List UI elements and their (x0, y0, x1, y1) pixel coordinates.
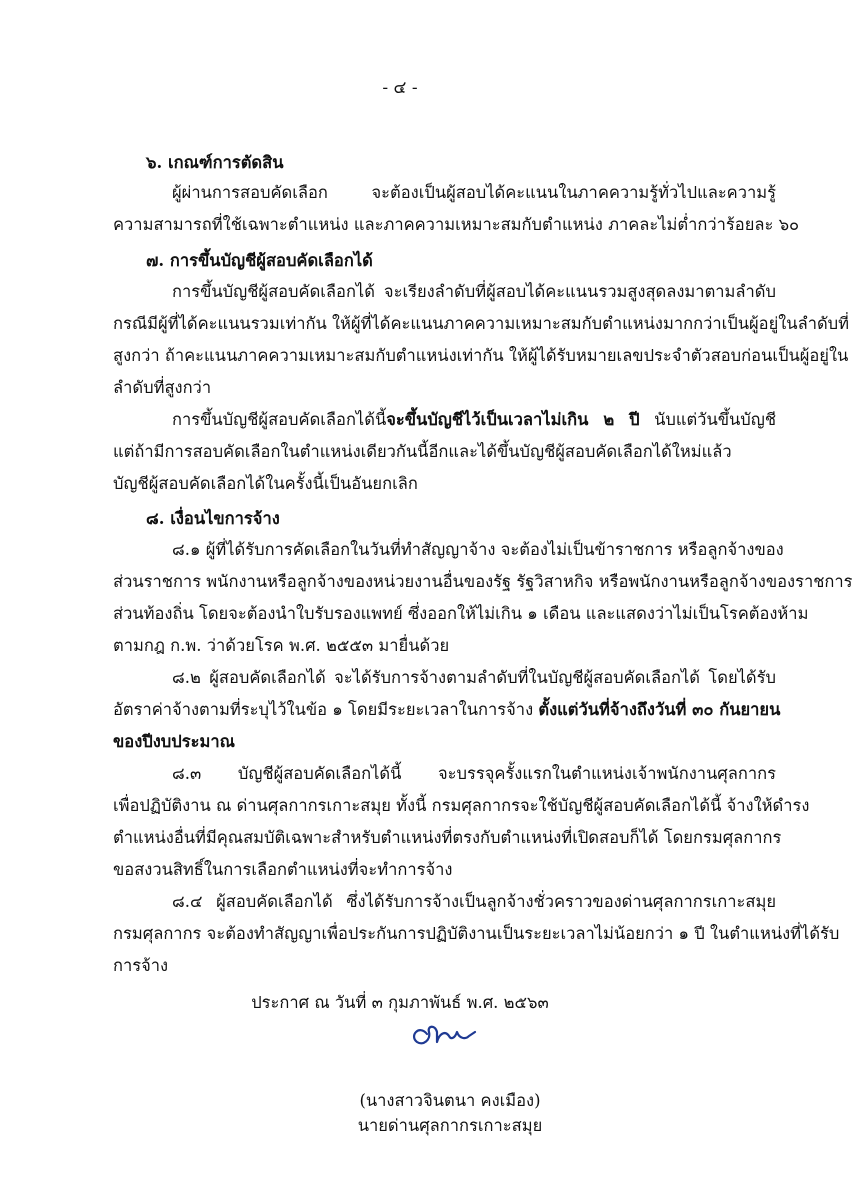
section-8-2-line-3: ของปีงบประมาณ (113, 732, 235, 751)
section-7-p1-line-4: ลำดับที่สูงกว่า (113, 378, 212, 397)
section-8-4-line-3: การจ้าง (113, 956, 169, 975)
section-8-1-line-3: ส่วนท้องถิ่น โดยจะต้องนำใบรับรองแพทย์ ซึ่งออกให้ไม่เกิน ๑ เดือน และแสดงว่าไม่เป็นโรคต้องห้าม (113, 604, 809, 623)
section-6-title: ๖. เกณฑ์การตัดสิน (146, 153, 284, 172)
section-8-3-line-1: ๘.๓ บัญชีผู้สอบคัดเลือกได้นี้ จะบรรจุครั้งแรกในตำแหน่งเจ้าพนักงานศุลกากร (172, 764, 776, 783)
section-7-title: ๗. การขึ้นบัญชีผู้สอบคัดเลือกได้ (146, 251, 373, 270)
section-7-p2-text-a: การขึ้นบัญชีผู้สอบคัดเลือกได้นี้ (172, 410, 387, 429)
section-8-2-bold-period: ตั้งแต่วันที่จ้างถึงวันที่ ๓๐ กันยายน (538, 700, 781, 719)
section-8-1-line-2: ส่วนราชการ พนักงานหรือลูกจ้างของหน่วยงานอื่นของรัฐ รัฐวิสาหกิจ หรือพนักงานหรือลูกจ้างของราชการ (113, 572, 853, 591)
section-7-p2-line-1 (172, 409, 776, 431)
announcement-date: ประกาศ ณ วันที่ ๓ กุมภาพันธ์ พ.ศ. ๒๕๖๓ (251, 993, 549, 1012)
section-8-2-line-1: ๘.๒ ผู้สอบคัดเลือกได้ จะได้รับการจ้างตามลำดับที่ในบัญชีผู้สอบคัดเลือกได้ โดยได้รับ (172, 668, 776, 687)
section-8-4-line-1: ๘.๔ ผู้สอบคัดเลือกได้ ซึ่งได้รับการจ้างเป็นลูกจ้างชั่วคราวของด่านศุลกากรเกาะสมุย (172, 892, 776, 911)
signer-name: (นางสาวจินตนา คงเมือง) (359, 1091, 541, 1110)
section-8-3-line-2: เพื่อปฏิบัติงาน ณ ด่านศุลกากรเกาะสมุย ทั้งนี้ กรมศุลกากรจะใช้บัญชีผู้สอบคัดเลือกได้นี้ จ้างให้ดำรง (113, 796, 810, 815)
section-8-3-line-4: ขอสงวนสิทธิ์ในการเลือกตำแหน่งที่จะทำการจ้าง (113, 860, 453, 879)
section-7-p1-line-3: สูงกว่า ถ้าคะแนนภาคความเหมาะสมกับตำแหน่งเท่ากัน ให้ผู้ได้รับหมายเลขประจำตัวสอบก่อนเป็นผู้อยู่ใน (113, 346, 849, 365)
section-8-3-line-3: ตำแหน่งอื่นที่มีคุณสมบัติเฉพาะสำหรับตำแหน่งที่ตรงกับตำแหน่งที่เปิดสอบก็ได้ โดยกรมศุลกากร (113, 828, 782, 847)
signer-title: นายด่านศุลกากรเกาะสมุย (357, 1116, 543, 1135)
section-7-p1-line-1: การขึ้นบัญชีผู้สอบคัดเลือกได้ จะเรียงลำดับที่ผู้สอบได้คะแนนรวมสูงสุดลงมาตามลำดับ (172, 282, 776, 301)
section-8-2-line-2 (113, 699, 781, 721)
section-8-4-line-2: กรมศุลกากร จะต้องทำสัญญาเพื่อประกันการปฏิบัติงานเป็นระยะเวลาไม่น้อยกว่า ๑ ปี ในตำแหน่งที่ได้รับ (113, 924, 840, 943)
section-8-2-text-a: อัตราค่าจ้างตามที่ระบุไว้ในข้อ ๑ โดยมีระยะเวลาในการจ้าง (113, 700, 534, 719)
section-8-title: ๘. เงื่อนไขการจ้าง (146, 509, 280, 528)
signature-image (405, 1012, 485, 1052)
section-6-line-2: ความสามารถที่ใช้เฉพาะตำแหน่ง และภาคความเหมาะสมกับตำแหน่ง ภาคละไม่ต่ำกว่าร้อยละ ๖๐ (113, 215, 800, 234)
section-6-line-1: ผู้ผ่านการสอบคัดเลือก จะต้องเป็นผู้สอบได้คะแนนในภาคความรู้ทั่วไปและความรู้ (172, 183, 776, 202)
section-7-p2-line-2: แต่ถ้ามีการสอบคัดเลือกในตำแหน่งเดียวกันนี้อีกและได้ขึ้นบัญชีผู้สอบคัดเลือกได้ใหม่แล้ว (113, 442, 732, 461)
section-7-p2-text-c: นับแต่วันขึ้นบัญชี (654, 410, 777, 429)
section-8-1-line-1: ๘.๑ ผู้ที่ได้รับการคัดเลือกในวันที่ทำสัญญาจ้าง จะต้องไม่เป็นข้าราชการ หรือลูกจ้างของ (172, 540, 784, 559)
page-number: - ๔ - (382, 78, 418, 98)
section-7-p2-bold-duration: จะขึ้นบัญชีไว้เป็นเวลาไม่เกิน ๒ ปี (386, 410, 640, 429)
section-8-1-line-4: ตามกฎ ก.พ. ว่าด้วยโรค พ.ศ. ๒๕๕๓ มายื่นด้วย (113, 636, 450, 655)
section-7-p2-line-3: บัญชีผู้สอบคัดเลือกได้ในครั้งนี้เป็นอันยกเลิก (113, 474, 418, 493)
section-7-p1-line-2: กรณีมีผู้ที่ได้คะแนนรวมเท่ากัน ให้ผู้ที่ได้คะแนนภาคความเหมาะสมกับตำแหน่งมากกว่าเป็นผู้อยู่ในลำดับที่ (113, 314, 850, 333)
